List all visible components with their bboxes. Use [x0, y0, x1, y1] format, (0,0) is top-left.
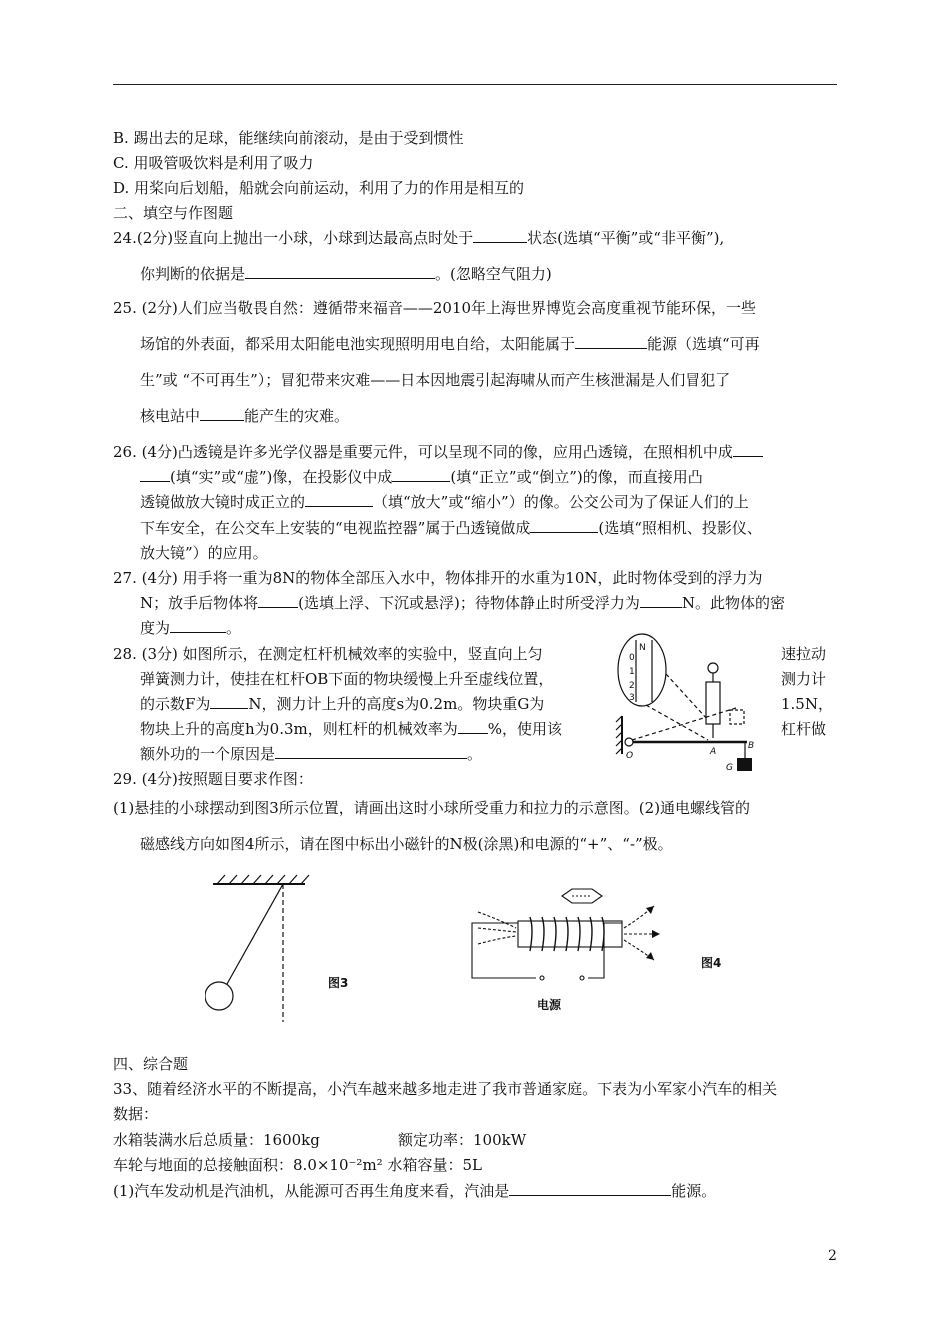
question-29-part1: (1)悬挂的小球摆动到图3所示位置，请画出这时小球所受重力和拉力的示意图。(2)通电螺线管的 — [113, 799, 751, 817]
car-data-power: 额定功率：100kW — [398, 1131, 527, 1149]
question-28-right4: 杠杆做 — [781, 720, 827, 738]
solenoid-figure — [470, 884, 670, 984]
lever-label-n: N — [639, 643, 646, 653]
question-29-part2: 磁感线方向如图4所示，请在图中标出小磁针的N极(涂黑)和电源的“+”、“-”极。 — [140, 835, 673, 853]
car-data-area: 车轮与地面的总接触面积：8.0×10⁻²m² 水箱容量：5L — [113, 1156, 482, 1174]
lever-label-a: A — [710, 747, 717, 757]
option-d: D. 用桨向后划船，船就会向前运动，利用了力的作用是相互的 — [113, 179, 525, 197]
question-24-cont: 你判断的依据是 。(忽略空气阻力) — [140, 265, 552, 283]
question-25-line2: 场馆的外表面，都采用太阳能电池实现照明用电自给，太阳能属于 能源（选填“可再 — [140, 335, 760, 353]
pendulum-figure — [205, 872, 315, 1024]
lever-label-0: 0 — [629, 653, 635, 663]
fig4-label: 图4 — [701, 956, 722, 970]
question-25: 25. (2分)人们应当敬畏自然：遵循带来福音——2010年上海世界博览会高度重视节能环保，一些 — [113, 299, 757, 317]
page-number: 2 — [828, 1248, 837, 1264]
question-33-line2: 数据： — [113, 1105, 159, 1123]
question-28: 28. (3分) 如图所示，在测定杠杆机械效率的实验中，竖直向上匀 — [113, 645, 543, 663]
question-26-line2: (填“实”或“虚”)像，在投影仪中成 (填“正立”或“倒立”)的像，而直接用凸 — [140, 467, 703, 487]
lever-label-2: 2 — [629, 681, 635, 691]
header-rule — [113, 84, 837, 85]
lever-label-1: 1 — [629, 667, 635, 677]
question-33-part1: (1)汽车发动机是汽油机，从能源可否再生角度来看，汽油是 能源。 — [113, 1182, 717, 1200]
question-28-right2: 测力计 — [781, 670, 827, 688]
lever-label-b: B — [748, 741, 755, 751]
option-b: B. 踢出去的足球，能继续向前滚动，是由于受到惯性 — [113, 129, 464, 147]
question-28-right3: 1.5N， — [781, 695, 833, 713]
power-source-label: 电源 — [537, 998, 562, 1012]
question-25-line4: 核电站中 能产生的灾难。 — [140, 407, 350, 425]
lever-figure — [612, 630, 774, 778]
question-26: 26. (4分)凸透镜是许多光学仪器是重要元件，可以呈现不同的像，应用凸透镜，在照相机中成 — [113, 442, 763, 462]
question-27-line2: N；放手后物体将 (选填上浮、下沉或悬浮)；待物体静止时所受浮力为 N。此物体的密 — [140, 594, 785, 612]
question-28-line3: 的示数F为 N，测力计上升的高度s为0.2m。物块重G为 — [140, 695, 545, 713]
question-28-line4: 物块上升的高度h为0.3m，则杠杆的机械效率为 %，使用该 — [140, 720, 563, 738]
question-26-line3: 透镜做放大镜时成正立的 （填“放大”或“缩小”）的像。公交公司为了保证人们的上 — [140, 493, 749, 511]
lever-label-o: O — [626, 751, 634, 761]
question-29: 29. (4分)按照题目要求作图： — [113, 770, 313, 788]
question-25-line3: 生”或 “不可再生”）；冒犯带来灾难——日本因地震引起海啸从而产生核泄漏是人们冒犯了 — [140, 371, 731, 389]
question-28-right1: 速拉动 — [781, 645, 827, 663]
question-26-line4: 下车安全，在公交车上安装的“电视监控器”属于凸透镜做成 (选填“照相机、投影仪、 — [140, 519, 762, 537]
section-4-heading: 四、综合题 — [113, 1055, 189, 1073]
question-33: 33、随着经济水平的不断提高，小汽车越来越多地走进了我市普通家庭。下表为小军家小汽车的相关 — [113, 1080, 778, 1098]
fig3-label: 图3 — [328, 976, 349, 990]
question-27: 27. (4分) 用手将一重为8N的物体全部压入水中，物体排开的水重为10N，此时物体受到的浮力为 — [113, 569, 763, 587]
question-28-line2: 弹簧测力计，使挂在杠杆OB下面的物块缓慢上升至虚线位置， — [140, 670, 554, 688]
question-26-line5: 放大镜”）的应用。 — [140, 544, 268, 562]
question-24: 24.(2分)竖直向上抛出一小球，小球到达最高点时处于 状态(选填“平衡”或“非平衡”), — [113, 229, 725, 247]
section-2-heading: 二、填空与作图题 — [113, 204, 234, 222]
option-c: C. 用吸管吸饮料是利用了吸力 — [113, 154, 314, 172]
car-data-mass: 水箱装满水后总质量：1600kg — [113, 1131, 320, 1149]
lever-label-3: 3 — [629, 693, 635, 703]
lever-label-g: G — [726, 763, 733, 773]
question-28-line5: 额外功的一个原因是 。 — [140, 745, 483, 763]
question-27-line3: 度为 。 — [140, 619, 242, 637]
